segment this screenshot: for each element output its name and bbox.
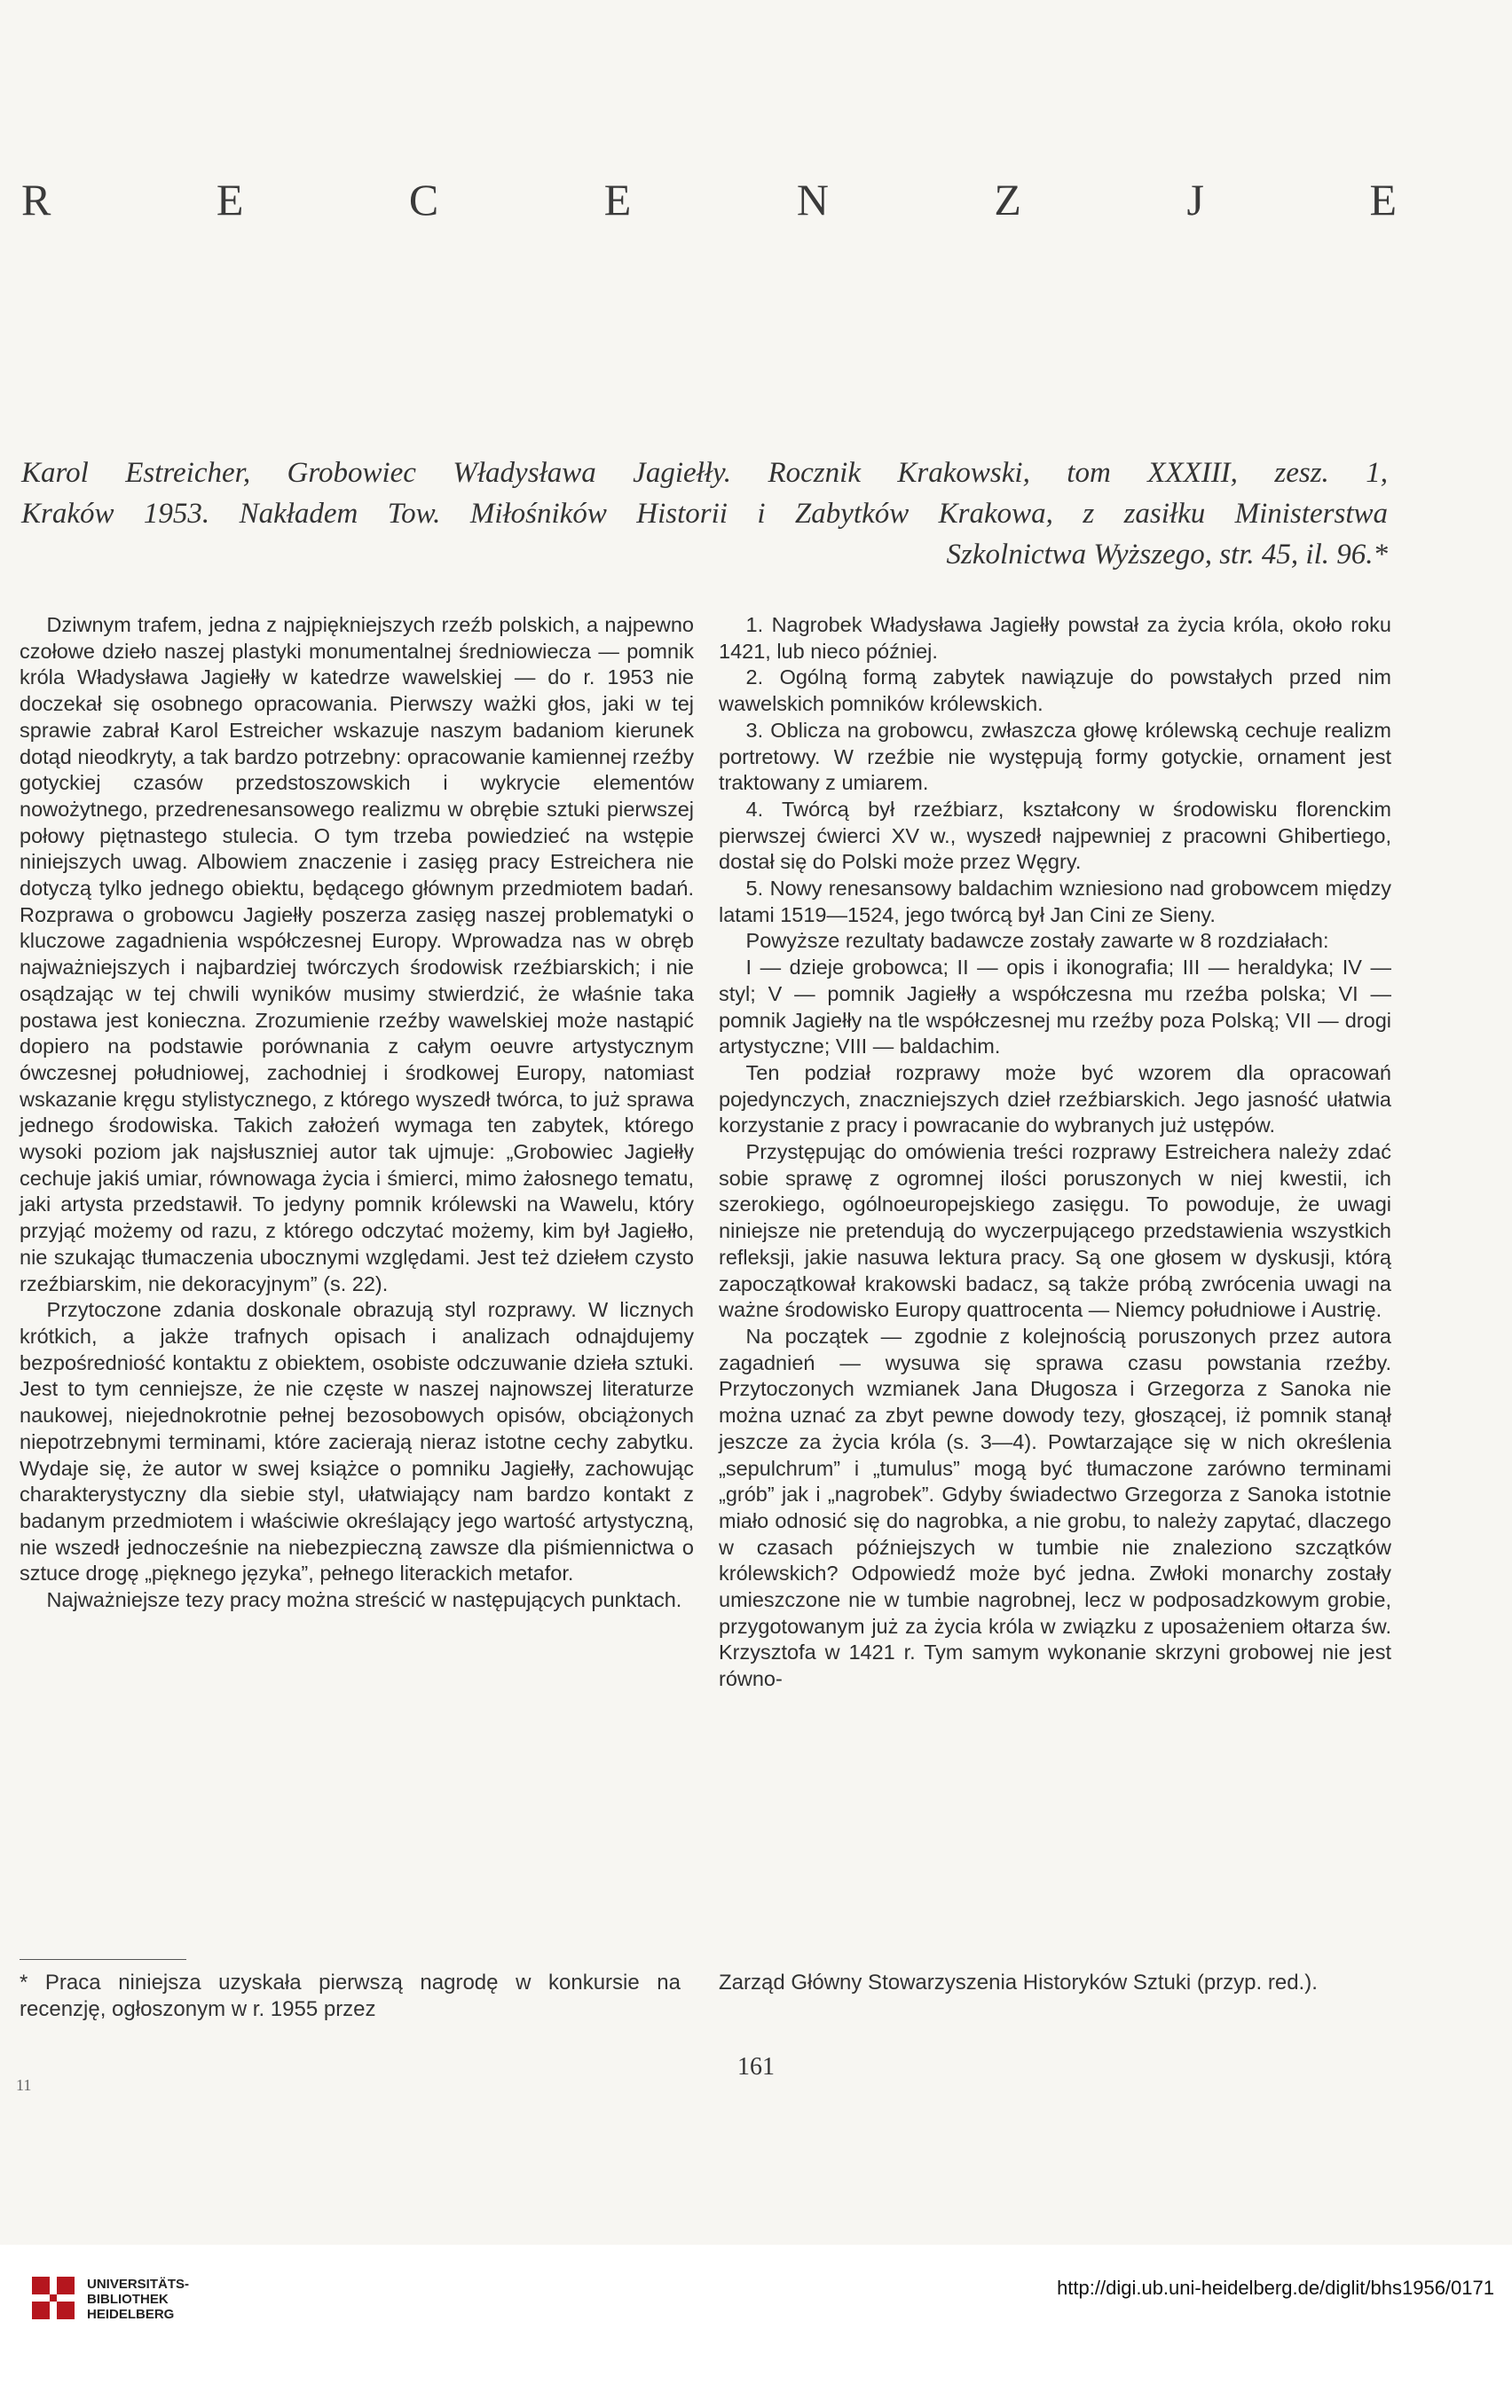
heading-letter: J — [1186, 175, 1204, 224]
library-name-line: HEIDELBERG — [87, 2307, 175, 2322]
heading-letter: E — [216, 175, 244, 224]
footnote-divider — [20, 1959, 186, 1960]
left-column — [20, 612, 694, 1614]
thesis-item: 5. Nowy renesansowy baldachim wzniesiono nad grobowcem między latami 1519—1524, jego twórcą był Jan Cini ze Sieny. — [719, 877, 1391, 926]
citation-line: Kraków 1953. Nakładem Tow. Miłośników Historii i Zabytków Krakowa, z zasiłku Ministerstwa — [21, 498, 1388, 530]
library-name — [87, 2277, 189, 2322]
thesis-item: 1. Nagrobek Władysława Jagiełły powstał za życia króla, około roku 1421, lub nieco później. — [719, 613, 1391, 663]
library-name-line: UNIVERSITÄTS- — [87, 2277, 190, 2292]
heading-letter: N — [796, 175, 829, 224]
heading-letter: R — [21, 175, 51, 224]
footnote: * Praca niniejsza uzyskała pierwszą nagrodę w konkursie na recenzję, ogłoszonym w r. 1955 przez — [20, 1971, 681, 2021]
library-name-line: BIBLIOTHEK — [87, 2292, 169, 2307]
footnote-continuation: Zarząd Główny Stowarzyszenia Historyków Sztuki (przyp. red.). — [719, 1971, 1318, 1995]
paragraph: Dziwnym trafem, jedna z najpiękniejszych rzeźb polskich, a najpewno czołowe dzieło naszej plastyki monumentalnej średniowiecza — pomnik króla Władysława Jagiełły w katedrze wawelskiej — do r. 1953 nie doczekał się osobnego opracowania. Pierwszy ważki głos, jaki w tej sprawie zabrał Karol Estreicher wskazuje naszym badaniom kierunek dotąd nieodkryty, a tak bardzo potrzebny: opracowanie kamiennej rzeźby gotyckiej czasów przedstoszowskich i wykrycie elementów nowożytnego, przedrenesansowego realizmu w obrębie sztuki pierwszej połowy piętnastego stulecia. O tym trzeba powiedzieć na wstępie niniejszych uwag. Albowiem znaczenie i zasięg pracy Estreichera nie dotyczą tylko jednego obiektu, będącego głównym przedmiotem badań. Rozprawa o grobowcu Jagiełły poszerza zasięg naszej problematyki o kluczowe zagadnienia współczesnej Europy. Wprowadza nas w obręb najważniejszych i najbardziej twórczych środowisk rzeźbiarskich; i nie osądzając w tej chwili wyników musimy stwierdzić, że właśnie taka postawa jest konieczna. Zrozumienie rzeźby wawelskiej może nastąpić dopiero na podstawie porównania z całym oeuvre artystycznym ówczesnej południowej, zachodniej i środkowej Europy, natomiast wskazanie kręgu stylistycznego, z którego wyszedł twórca, to już sprawa jednego środowiska. Takich założeń wymaga ten zabytek, którego wysoki poziom jak najsłuszniej autor tak ujmuje: „Grobowiec Jagiełły cechuje jakiś umiar, równowaga życia i śmierci, mimo żałosnego tematu, jaki artysta przedstawił. To jedyny pomnik królewski na Wawelu, który przyjąć możemy od razu, z którego odczytać możemy, kim był Jagiełło, nie szukając tłumaczenia ubocznymi względami. Jest też dziełem czysto rzeźbiarskim, nie dekoracyjnym” (s. 22). — [20, 613, 694, 1295]
signature-mark: 11 — [16, 2076, 32, 2094]
paragraph: Powyższe rezultaty badawcze zostały zawarte w 8 rozdziałach: — [745, 929, 1329, 953]
paragraph: Przystępując do omówienia treści rozprawy Estreichera należy zdać sobie sprawę z ogromnej ilości poruszonych w niej kwestii, ich szerokiego, ogólnoeuropejskiego zasięgu. To powoduje, że uwagi niniejsze nie pretendują do wyczerpującego przedstawienia wszystkich refleksji, jakie nasuwa lektura pracy. Są one głosem w dyskusji, którą zapoczątkował krakowski badacz, są także próbą zwrócenia uwagi na ważne środowisko Europy quattrocenta — Niemcy południowe i Austrię. — [719, 1140, 1391, 1322]
chapter-list: I — dzieje grobowca; II — opis i ikonografia; III — heraldyka; IV — styl; V — pomnik Jagiełły a współczesna mu rzeźba polska; VI — pomnik Jagiełły na tle współczesnej mu rzeźby poza Polską; VII — drogi artystyczne; VIII — baldachim. — [719, 956, 1391, 1058]
heading-letter: E — [603, 175, 632, 224]
heading-letter: E — [1369, 175, 1397, 224]
citation-line: Szkolnictwa Wyższego, str. 45, il. 96.* — [946, 539, 1388, 571]
heading-letter: Z — [994, 175, 1021, 224]
book-citation — [21, 452, 1388, 575]
thesis-item: 3. Oblicza na grobowcu, zwłaszcza głowę królewską cechuje realizm portretowy. W rzeźbie nie występują formy gotyckie, ornament jest traktowany z umiarem. — [719, 718, 1391, 795]
thesis-item: 4. Twórcą był rzeźbiarz, kształcony w środowisku florenckim pierwszej ćwierci XV w., wyszedł najpewniej z pracowni Ghibertiego, dostał się do Polski może przez Węgry. — [719, 797, 1391, 874]
paragraph: Najważniejsze tezy pracy można streścić w następujących punktach. — [46, 1588, 682, 1612]
thesis-item: 2. Ogólną formą zabytek nawiązuje do powstałych przed nim wawelskich pomników królewskich. — [719, 665, 1391, 716]
section-heading — [21, 174, 1397, 225]
digitization-footer — [0, 2245, 1512, 2408]
paragraph: Na początek — zgodnie z kolejnością poruszonych przez autora zagadnień — wysuwa się sprawa czasu powstania rzeźby. Przytoczonych wzmianek Jana Długosza i Grzegorza z Sanoka nie można uznać za zbyt pewne dowody tezy, głoszącej, iż pomnik stanął jeszcze za życia króla (s. 3—4). Powtarzające się w nich określenia „sepulchrum” i „tumulus” mogą być tłumaczone zarówno terminami „grób” jak i „nagrobek”. Gdyby świadectwo Grzegorza z Sanoka istotnie miało odnosić się do nagrobka, a nie grobu, to należy zapytać, dlaczego w czasach późniejszych w tumbie nie znaleziono szczątków królewskich? Odpowiedź może być jedna. Zwłoki monarchy zostały umieszczone nie w tumbie nagrobnej, lecz w podposadzkowym grobie, przygotowanym już za życia króla w związku z uposażeniem ołtarza św. Krzysztofa w 1421 r. Tym samym wykonanie skrzyni grobowej nie jest równo- — [719, 1324, 1391, 1691]
paragraph: Ten podział rozprawy może być wzorem dla opracowań pojedynczych, znaczniejszych dzieł rzeźbiarskich. Jego jasność ułatwia korzystanie z pracy i powracanie do wybranych już ustępów. — [719, 1060, 1391, 1137]
right-column — [719, 612, 1391, 1693]
university-library-logo-icon — [27, 2271, 80, 2325]
source-url[interactable]: http://digi.ub.uni-heidelberg.de/diglit/bhs1956/0171 — [1057, 2277, 1494, 2299]
citation-line: Karol Estreicher, Grobowiec Władysława Jagiełły. Rocznik Krakowski, tom XXXIII, zesz. 1, — [21, 457, 1388, 489]
paragraph: Przytoczone zdania doskonale obrazują styl rozprawy. W licznych krótkich, a jakże trafnych opisach i analizach odnajdujemy bezpośredniość kontaktu z obiektem, osobiste odczuwanie dzieła sztuki. Jest to tym cenniejsze, że nie częste w naszej najnowszej literaturze naukowej, niejednokrotnie pełnej bezosobowych opisów, obciążonych niepotrzebnymi terminami, które zacierają nieraz istotne cechy zabytku. Wydaje się, że autor w swej książce o pomniku Jagiełły, zachowując charakterystyczny dla siebie styl, ułatwiający nam bardzo kontakt z badanym przedmiotem i właściwie określający jego wartość artystyczną, nie wszedł jednocześnie na niebezpieczną zawsze dla piśmiennictwa o sztuce drogę „pięknego języka”, pełnego literackich metafor. — [20, 1298, 694, 1586]
heading-letter: C — [408, 175, 439, 224]
page-number: 161 — [737, 2053, 775, 2081]
